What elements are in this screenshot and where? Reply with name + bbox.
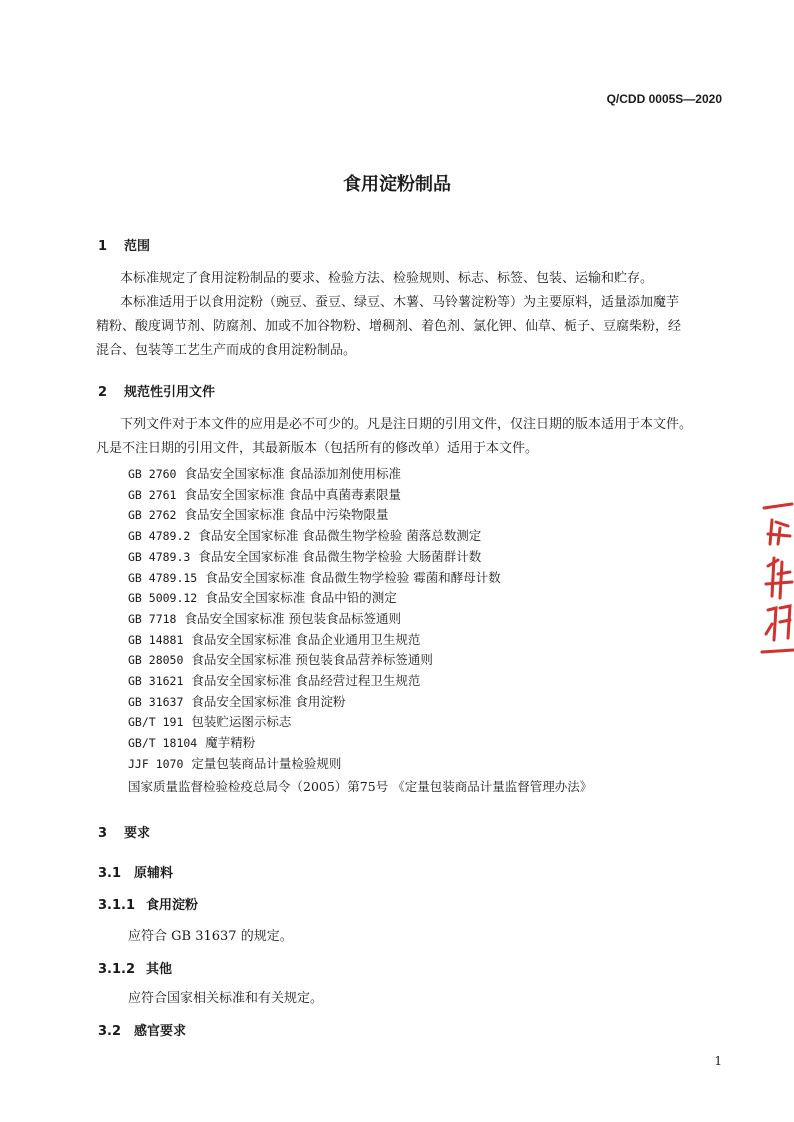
reference-code: GB/T 18104 xyxy=(128,736,198,751)
reference-title: 食品安全国家标准 食品微生物学检验 霉菌和酵母计数 xyxy=(205,569,501,585)
section-number: 3 xyxy=(98,826,108,841)
reference-item xyxy=(128,609,401,627)
scope-paragraph-2-line-1: 本标准适用于以食用淀粉（豌豆、蚕豆、绿豆、木薯、马铃薯淀粉等）为主要原料，适量添加魔芋 xyxy=(120,295,680,310)
references-intro-line-2: 凡是不注日期的引用文件，其最新版本（包括所有的修改单）适用于本文件。 xyxy=(96,441,539,456)
reference-title: 食品安全国家标准 预包装食品标签通则 xyxy=(184,610,401,626)
section-number: 2 xyxy=(98,385,108,400)
reference-item xyxy=(128,526,481,544)
reference-code: GB 31621 xyxy=(128,674,184,688)
reference-title: 魔芋精粉 xyxy=(205,735,256,751)
reference-item xyxy=(128,692,345,710)
section-3-1-1-heading xyxy=(98,894,198,913)
reference-item xyxy=(128,754,341,772)
page-number: 1 xyxy=(714,1054,722,1068)
references-intro-line-1: 下列文件对于本文件的应用是必不可少的。凡是注日期的引用文件，仅注日期的版本适用于本文件。 xyxy=(120,417,693,432)
reference-code: JJF 1070 xyxy=(128,756,184,771)
reference-code: GB 28050 xyxy=(128,653,184,668)
reference-title: 食品安全国家标准 预包装食品营养标签通则 xyxy=(191,652,433,668)
reference-code: GB 4789.15 xyxy=(128,570,198,585)
reference-item xyxy=(128,650,433,668)
reference-title: 食品安全国家标准 食品中铅的测定 xyxy=(205,590,397,606)
reference-title: 食品安全国家标准 食品添加剂使用标准 xyxy=(184,466,401,481)
section-title: 食用淀粉 xyxy=(146,898,199,913)
reference-title: 食品安全国家标准 食品经营过程卫生规范 xyxy=(191,673,421,688)
reference-code: GB/T 191 xyxy=(128,715,184,730)
reference-item xyxy=(128,588,397,606)
reference-item xyxy=(128,568,501,586)
reference-title: 食品安全国家标准 食品企业通用卫生规范 xyxy=(191,631,421,647)
section-number: 1 xyxy=(98,239,108,254)
red-seal-stamp xyxy=(758,500,794,660)
reference-item xyxy=(128,712,291,730)
section-3-1-2-heading xyxy=(98,958,172,977)
section-2-heading xyxy=(98,381,215,400)
reference-title: 食品安全国家标准 食品微生物学检验 菌落总数测定 xyxy=(198,528,482,544)
reference-item xyxy=(128,733,255,751)
scope-paragraph-1: 本标准规定了食用淀粉制品的要求、检验方法、检验规则、标志、标签、包装、运输和贮存。 xyxy=(120,271,654,286)
reference-code: GB 5009.12 xyxy=(128,591,198,606)
reference-title: 定量包装商品计量检验规则 xyxy=(191,755,342,771)
reference-item xyxy=(128,630,420,648)
reference-title: 食品安全国家标准 食品中污染物限量 xyxy=(184,507,389,523)
reference-title: 食品安全国家标准 食用淀粉 xyxy=(191,693,346,709)
section-3-1-heading xyxy=(98,862,173,881)
section-title: 原辅料 xyxy=(134,866,174,881)
section-3-1-1-text: 应符合 GB 31637 的规定。 xyxy=(128,929,293,944)
reference-item xyxy=(128,671,420,689)
reference-code: GB 2762 xyxy=(128,508,177,523)
section-title: 要求 xyxy=(124,826,151,841)
section-1-heading xyxy=(98,235,150,254)
reference-code: GB 14881 xyxy=(128,632,184,647)
reference-title: 食品安全国家标准 食品微生物学检验 大肠菌群计数 xyxy=(198,548,482,564)
section-3-1-2-text: 应符合国家相关标准和有关规定。 xyxy=(128,991,324,1006)
reference-code: GB 4789.3 xyxy=(128,549,191,564)
reference-title: 包装贮运图示标志 xyxy=(191,714,292,730)
reference-item xyxy=(128,505,388,523)
section-title: 其他 xyxy=(146,962,173,977)
section-number: 3.1.2 xyxy=(98,962,136,977)
section-title: 范围 xyxy=(124,239,151,254)
section-3-2-heading xyxy=(98,1020,186,1039)
reference-item xyxy=(128,464,401,482)
reference-title: 食品安全国家标准 食品中真菌毒素限量 xyxy=(184,486,401,502)
reference-item-last: 国家质量监督检验检疫总局令（2005）第75号 《定量包装商品计量监督管理办法》 xyxy=(128,779,593,794)
reference-item xyxy=(128,547,481,565)
section-number: 3.1 xyxy=(98,866,122,881)
reference-item xyxy=(128,485,401,503)
reference-code: GB 2760 xyxy=(128,467,177,481)
reference-code: GB 4789.2 xyxy=(128,529,191,544)
section-title: 规范性引用文件 xyxy=(124,385,216,400)
scope-paragraph-2-line-3: 混合、包装等工艺生产而成的食用淀粉制品。 xyxy=(96,343,357,358)
section-3-heading xyxy=(98,822,150,841)
reference-code: GB 7718 xyxy=(128,611,177,626)
reference-code: GB 31637 xyxy=(128,694,184,709)
section-title: 感官要求 xyxy=(134,1024,187,1039)
section-number: 3.1.1 xyxy=(98,898,136,913)
section-number: 3.2 xyxy=(98,1024,122,1039)
reference-code: GB 2761 xyxy=(128,487,177,502)
document-title: 食用淀粉制品 xyxy=(343,174,451,195)
scope-paragraph-2-line-2: 精粉、酸度调节剂、防腐剂、加或不加谷物粉、增稠剂、着色剂、氯化钾、仙草、栀子、豆腐柴粉，经 xyxy=(96,319,682,334)
document-code: Q/CDD 0005S—2020 xyxy=(606,92,722,106)
